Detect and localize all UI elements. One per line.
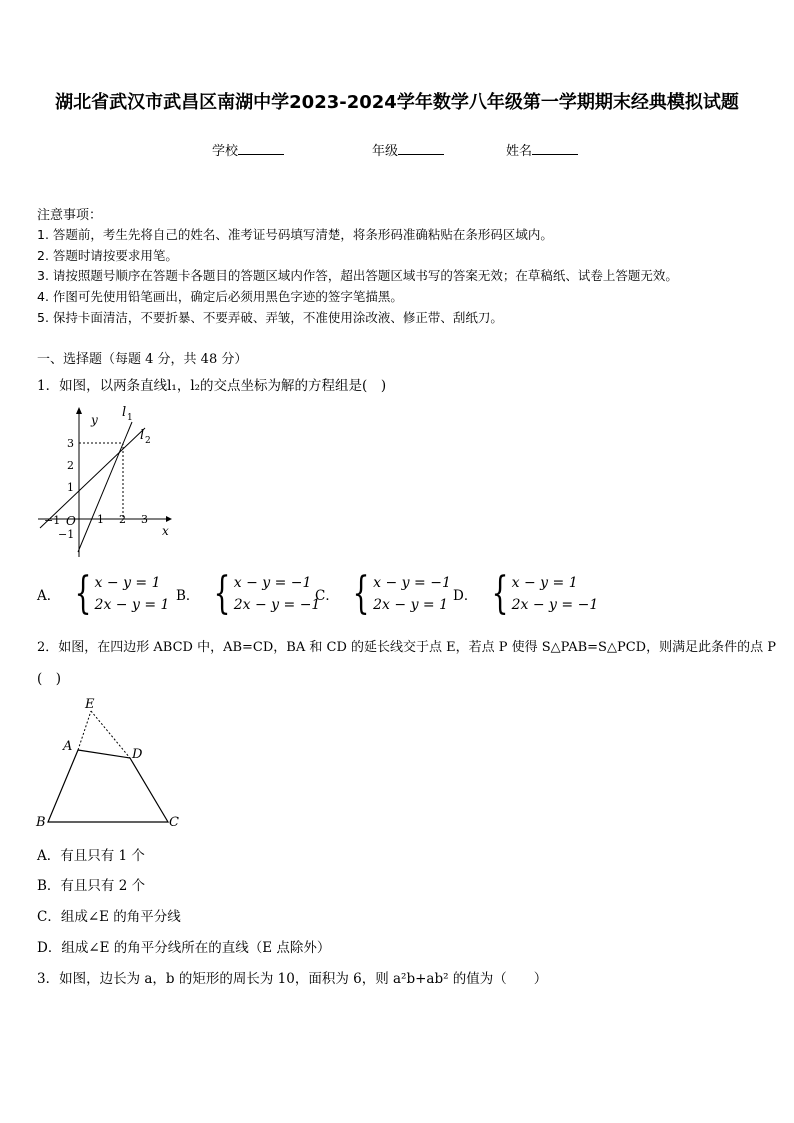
question-3-text: 3．如图，边长为 a，b 的矩形的周长为 10，面积为 6，则 a²b+ab² 的值为（ ） [37, 971, 548, 987]
option-label: B． [176, 588, 200, 604]
y-tick-label: 2 [67, 459, 74, 472]
q2-figure [34, 694, 194, 834]
grade-field [372, 140, 444, 159]
y-axis-arrow [76, 407, 82, 414]
equation-system [69, 568, 170, 619]
name-field [506, 140, 578, 159]
grade-label: 年级 [372, 144, 399, 159]
point-b-label: B [36, 815, 46, 830]
equation-system [347, 568, 451, 619]
school-field [212, 140, 284, 159]
q1-option-a[interactable] [37, 568, 170, 619]
equation-system [486, 568, 599, 619]
q2-option-b[interactable]: B．有且只有 2 个 [37, 878, 146, 894]
y-axis-label: y [91, 413, 98, 427]
notes-title: 注意事项： [37, 208, 103, 223]
x-tick-label: 1 [97, 513, 104, 526]
equation: x − y = −1 [233, 575, 312, 591]
y-tick-label: 1 [67, 481, 74, 494]
q2-option-d[interactable]: D．组成∠E 的角平分线所在的直线（E 点除外） [37, 940, 331, 956]
equation: 2x − y = 1 [373, 597, 449, 613]
line-l1 [78, 422, 132, 552]
name-blank[interactable] [532, 142, 578, 155]
question-2-text: 2．如图，在四边形 ABCD 中，AB=CD，BA 和 CD 的延长线交于点 E，若点 P 使得 S△PAB=S△PCD，则满足此条件的点 P [37, 640, 776, 655]
q1-option-c[interactable] [315, 568, 451, 619]
point-e-label: E [85, 697, 95, 712]
l2-subscript: 2 [145, 436, 151, 446]
option-label: D． [453, 588, 478, 604]
section-heading: 一、选择题（每题 4 分，共 48 分） [37, 352, 248, 367]
l1-label: l [122, 405, 127, 420]
page-title: 湖北省武汉市武昌区南湖中学2023-2024学年数学八年级第一学期期末经典模拟试题 [55, 92, 739, 113]
school-label: 学校 [212, 144, 239, 159]
x-axis-label: x [162, 524, 169, 538]
equation: x − y = 1 [94, 575, 161, 591]
point-c-label: C [169, 815, 179, 830]
grade-blank[interactable] [398, 142, 444, 155]
x-tick-label: 3 [141, 513, 148, 526]
equation: x − y = 1 [511, 575, 578, 591]
q1-option-b[interactable] [176, 568, 321, 619]
q2-option-c[interactable]: C．组成∠E 的角平分线 [37, 909, 181, 925]
name-label: 姓名 [506, 144, 533, 159]
y-tick-label: 3 [67, 437, 74, 450]
quadrilateral-abcd [48, 750, 168, 822]
x-tick-label: 2 [119, 513, 126, 526]
equation: 2x − y = −1 [511, 597, 599, 613]
l2-label: l [140, 428, 145, 443]
point-d-label: D [132, 747, 143, 762]
note-item: 1. 答题前，考生先将自己的姓名、准考证号码填写清楚，将条形码准确粘贴在条形码区域内。 [37, 227, 553, 242]
question-2-paren: ( ) [37, 671, 62, 687]
equation: 2x − y = 1 [94, 597, 170, 613]
option-label: A． [37, 588, 61, 604]
x-tick-label: −1 [44, 514, 61, 527]
q1-graph [34, 402, 174, 562]
equation-system [208, 568, 321, 619]
origin-label: O [66, 514, 76, 528]
x-axis-arrow [166, 516, 172, 522]
q2-option-a[interactable]: A．有且只有 1 个 [37, 848, 145, 864]
note-item: 4. 作图可先使用铅笔画出，确定后必须用黑色字迹的签字笔描黑。 [37, 289, 403, 304]
brace-glyph: { [74, 568, 91, 619]
y-tick-label: −1 [58, 528, 75, 541]
brace-glyph: { [352, 568, 370, 619]
extension-ba [78, 711, 91, 750]
note-item: 3. 请按照题号顺序在答题卡各题目的答题区域内作答，超出答题区域书写的答案无效；在草稿纸、试卷上答题无效。 [37, 268, 678, 283]
brace-glyph: { [213, 568, 231, 619]
question-1-text: 1．如图，以两条直线l₁，l₂的交点坐标为解的方程组是( ) [37, 378, 387, 394]
point-a-label: A [63, 739, 73, 754]
option-label: C． [315, 588, 339, 604]
extension-cd [91, 711, 130, 758]
school-blank[interactable] [238, 142, 284, 155]
equation: x − y = −1 [373, 575, 451, 591]
note-item: 5. 保持卡面清洁，不要折暴、不要弄破、弄皱，不准使用涂改液、修正带、刮纸刀。 [37, 310, 503, 325]
note-item: 2. 答题时请按要求用笔。 [37, 248, 178, 263]
equation: 2x − y = −1 [233, 597, 321, 613]
q1-option-d[interactable] [453, 568, 599, 619]
l1-subscript: 1 [127, 413, 133, 423]
brace-glyph: { [491, 568, 509, 619]
